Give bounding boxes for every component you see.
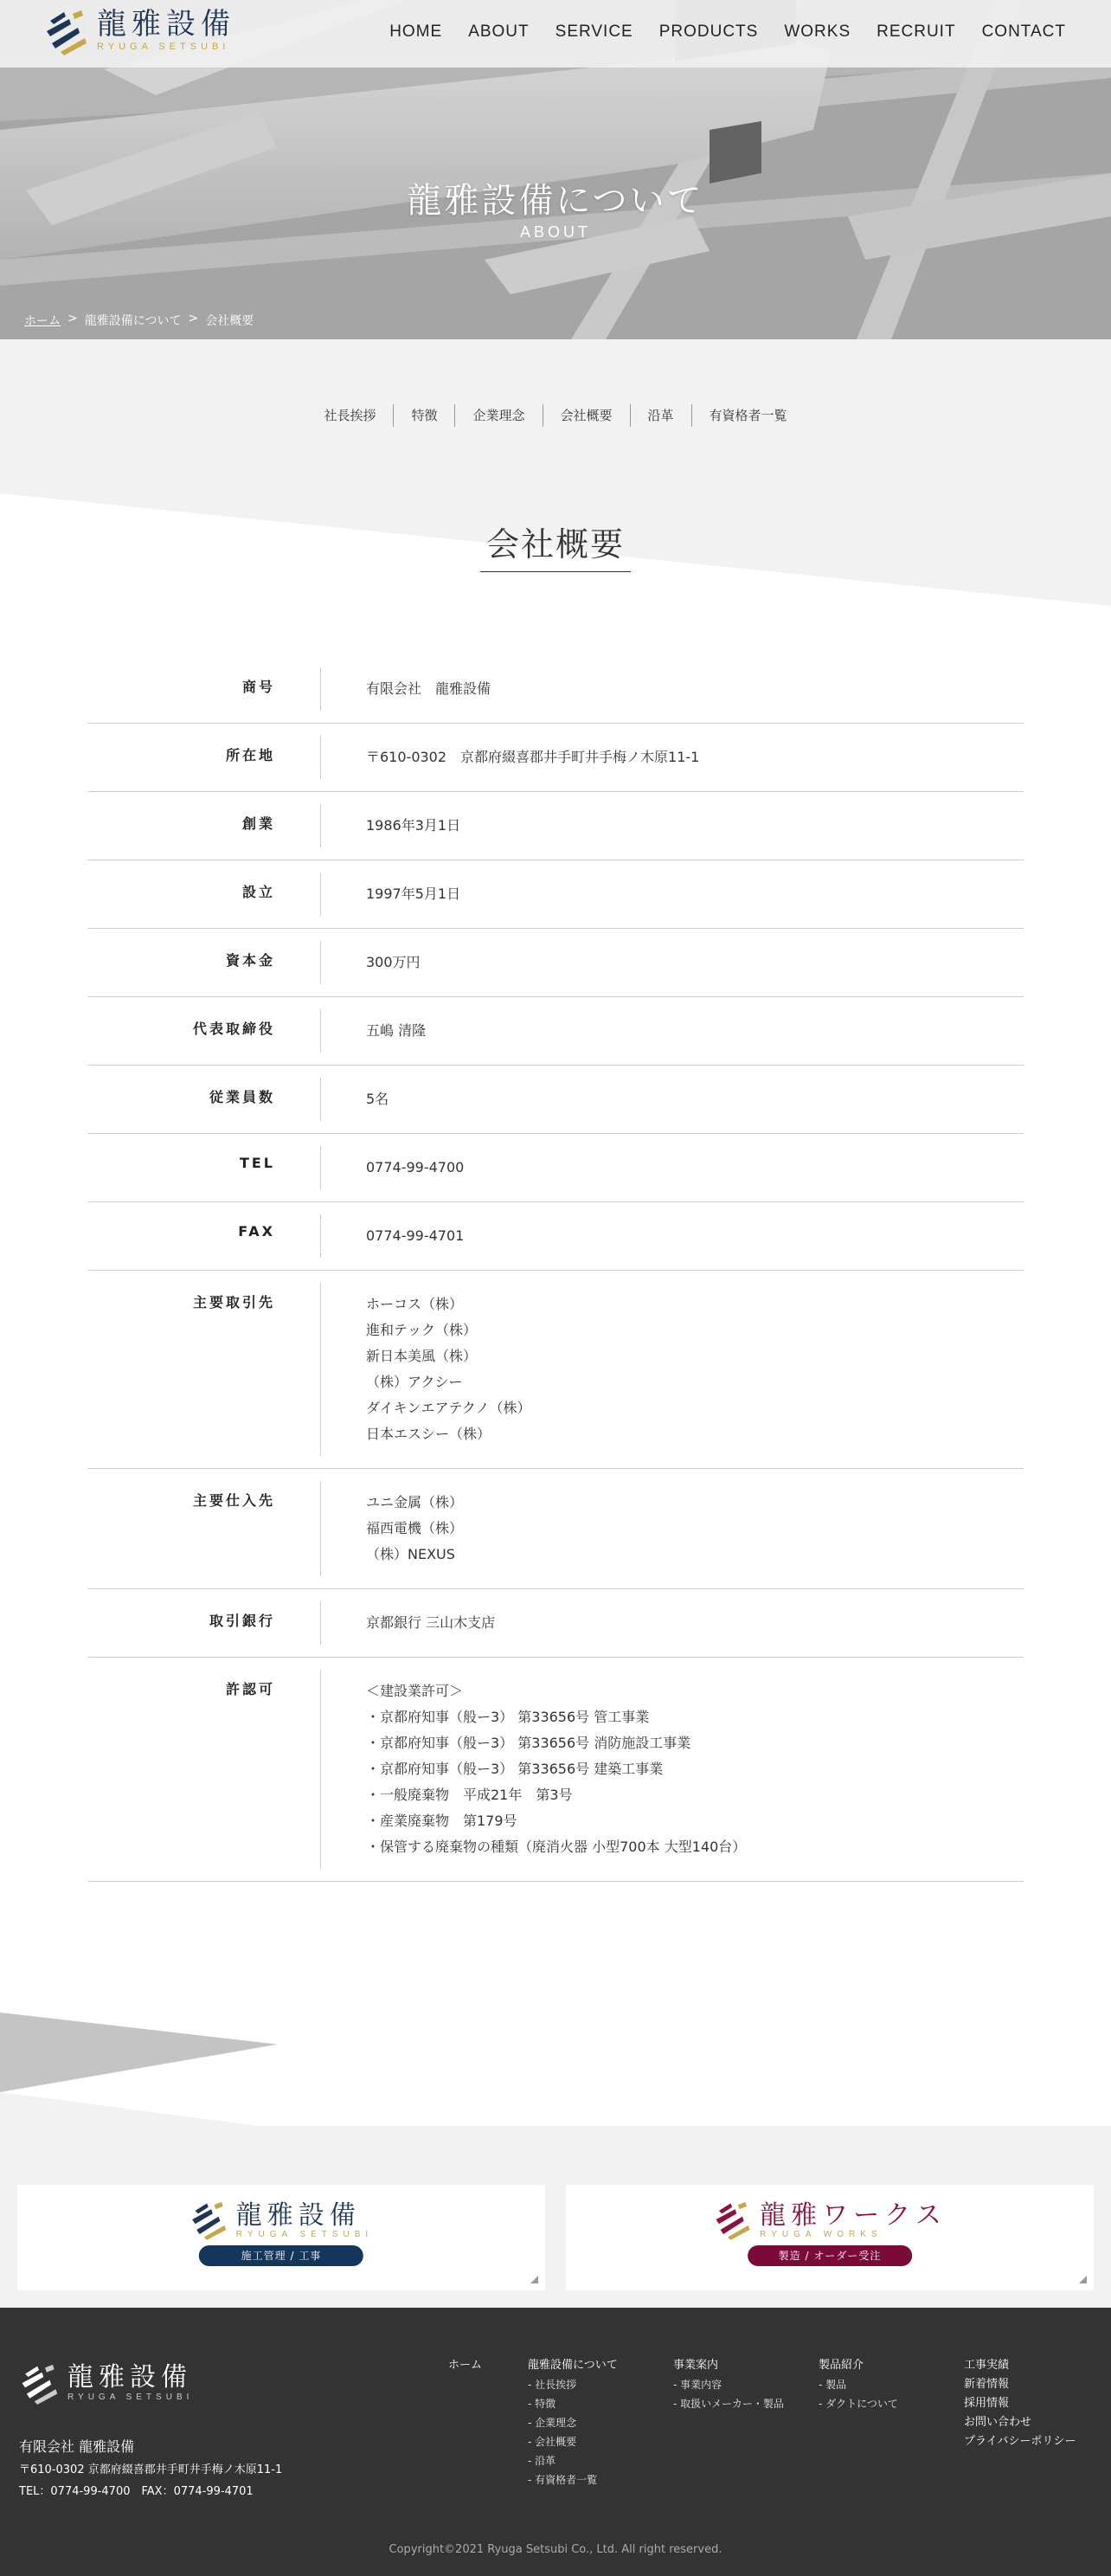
- row-label: 資本金: [87, 941, 321, 984]
- banner-ryuga-setsubi[interactable]: [17, 2185, 545, 2290]
- row-label: 所在地: [87, 736, 321, 779]
- site-logo[interactable]: [43, 9, 235, 55]
- logo-name-jp: 龍雅設備: [97, 7, 235, 42]
- row-value-line: ・京都府知事（般ー3） 第33656号 消防施設工事業: [366, 1735, 691, 1751]
- footer-logo[interactable]: [19, 2363, 193, 2405]
- row-value: [321, 736, 699, 779]
- row-label: 許認可: [87, 1670, 321, 1869]
- row-value-line: 有限会社 龍雅設備: [366, 680, 491, 697]
- hero-subtitle: ABOUT: [519, 223, 591, 241]
- banner-tag: 施工管理 / 工事: [199, 2245, 363, 2266]
- footer-link[interactable]: 龍雅設備について: [528, 2359, 618, 2372]
- breadcrumb-separator: >: [188, 312, 199, 325]
- row-value-line: 0774-99-4700: [366, 1159, 465, 1175]
- section-title: 会社概要: [485, 525, 625, 564]
- ryuga-logo-icon: [189, 2200, 228, 2240]
- breadcrumb-parent-link[interactable]: 龍雅設備について: [84, 314, 182, 328]
- table-row: [87, 1271, 1024, 1469]
- footer-column: [673, 2356, 784, 2413]
- footer-link[interactable]: 工事実績: [964, 2359, 1010, 2372]
- site-footer: [0, 2308, 1111, 2576]
- ryuga-works-logo-icon: [713, 2200, 751, 2240]
- footer-link[interactable]: - 沿革: [528, 2455, 556, 2467]
- table-row: [87, 655, 1024, 724]
- footer-address: 〒610-0302 京都府綴喜郡井手町井手梅ノ木原11-1: [19, 2463, 283, 2476]
- banner-ryuga-works[interactable]: [566, 2185, 1094, 2290]
- nav-recruit[interactable]: RECRUIT: [877, 23, 956, 41]
- breadcrumb-home-link[interactable]: ホーム: [24, 314, 61, 328]
- row-value-line: ダイキンエアテクノ（株）: [366, 1400, 531, 1416]
- about-subnav: [0, 404, 1111, 427]
- footer-link[interactable]: - 製品: [819, 2379, 847, 2391]
- footer-link[interactable]: お問い合わせ: [964, 2416, 1032, 2429]
- main-nav: [363, 23, 1066, 42]
- footer-link[interactable]: 事業案内: [673, 2359, 719, 2372]
- nav-home[interactable]: HOME: [389, 23, 443, 41]
- banner-name-jp: 龍雅ワークス: [760, 2199, 947, 2231]
- footer-link[interactable]: ホーム: [448, 2359, 483, 2372]
- subnav-philosophy[interactable]: 企業理念: [454, 404, 542, 427]
- row-label: 代表取締役: [87, 1009, 321, 1053]
- row-value-line: ＜建設業許可＞: [366, 1683, 464, 1699]
- table-row: [87, 1134, 1024, 1202]
- footer-link[interactable]: プライバシーポリシー: [964, 2435, 1076, 2448]
- row-label: FAX: [87, 1214, 321, 1258]
- row-label: 主要取引先: [87, 1283, 321, 1456]
- copyright: Copyright©2021 Ryuga Setsubi Co., Ltd. All right reserved.: [389, 2543, 722, 2556]
- row-label: 従業員数: [87, 1078, 321, 1121]
- row-label: 主要仕入先: [87, 1481, 321, 1576]
- breadcrumb-separator: >: [67, 312, 78, 325]
- footer-column: [448, 2356, 482, 2375]
- footer-column: [964, 2356, 1076, 2451]
- footer-company-name: 有限会社 龍雅設備: [19, 2438, 135, 2455]
- subnav-qualified-staff[interactable]: 有資格者一覧: [691, 404, 805, 427]
- nav-contact[interactable]: CONTACT: [981, 23, 1066, 41]
- ryuga-logo-icon: [43, 9, 88, 55]
- table-row: [87, 1469, 1024, 1589]
- breadcrumb: [24, 312, 254, 329]
- hero-title: 龍雅設備について: [407, 181, 704, 221]
- row-value: [321, 1670, 746, 1869]
- title-underline: [480, 571, 631, 572]
- subnav-features[interactable]: 特徴: [393, 404, 454, 427]
- banner-name-en: RYUGA SETSUBI: [235, 2229, 374, 2239]
- row-value: [321, 941, 421, 984]
- footer-link[interactable]: - 有資格者一覧: [528, 2474, 598, 2486]
- row-value-line: ・京都府知事（般ー3） 第33656号 管工事業: [366, 1709, 650, 1725]
- row-value-line: 1986年3月1日: [366, 817, 461, 834]
- row-label: 創業: [87, 804, 321, 847]
- table-row: [87, 997, 1024, 1066]
- footer-link[interactable]: - 社長挨拶: [528, 2379, 577, 2391]
- footer-column: [819, 2356, 898, 2413]
- footer-link[interactable]: - 企業理念: [528, 2417, 577, 2429]
- table-row: [87, 860, 1024, 929]
- table-row: [87, 1658, 1024, 1882]
- row-value-line: ・産業廃棄物 第179号: [366, 1813, 517, 1829]
- banner-name-jp: 龍雅設備: [235, 2199, 361, 2231]
- row-value-line: 進和テック（株）: [366, 1322, 478, 1338]
- row-value: [321, 1481, 463, 1576]
- row-label: TEL: [87, 1146, 321, 1189]
- row-value-line: 京都銀行 三山木支店: [366, 1614, 496, 1631]
- row-value: [321, 804, 460, 847]
- footer-tel-fax: TEL：0774-99-4700 FAX：0774-99-4701: [19, 2485, 254, 2498]
- footer-column: [528, 2356, 618, 2489]
- row-value-line: 〒610-0302 京都府綴喜郡井手町井手梅ノ木原11-1: [366, 749, 700, 765]
- footer-link[interactable]: 製品紹介: [819, 2359, 864, 2372]
- corner-arrow-icon: [1079, 2276, 1087, 2283]
- footer-link[interactable]: 採用情報: [964, 2397, 1010, 2410]
- breadcrumb-current: 会社概要: [205, 314, 254, 328]
- banner-tag: 製造 / オーダー受注: [748, 2245, 912, 2266]
- row-value-line: ユニ金属（株）: [366, 1494, 464, 1510]
- row-value-line: ・京都府知事（般ー3） 第33656号 建築工事業: [366, 1761, 664, 1777]
- row-value-line: 1997年5月1日: [366, 886, 461, 902]
- table-row: [87, 1066, 1024, 1134]
- row-value-line: （株）NEXUS: [366, 1546, 455, 1562]
- row-value: [321, 1601, 495, 1645]
- table-row: [87, 929, 1024, 997]
- subnav-greeting[interactable]: 社長挨拶: [324, 408, 376, 423]
- table-row: [87, 724, 1024, 792]
- row-value-line: ・一般廃棄物 平成21年 第3号: [366, 1787, 573, 1803]
- row-value-line: 福西電機（株）: [366, 1520, 464, 1536]
- footer-link[interactable]: - 特徴: [528, 2398, 556, 2410]
- footer-link[interactable]: - 事業内容: [673, 2379, 722, 2391]
- row-value-line: ・保管する廃棄物の種類（廃消火器 小型700本 大型140台）: [366, 1839, 747, 1855]
- row-value: [321, 667, 491, 711]
- row-value-line: 5名: [366, 1091, 389, 1107]
- corner-arrow-icon: [530, 2276, 538, 2283]
- footer-link[interactable]: - 取扱いメーカー・製品: [673, 2398, 784, 2410]
- row-label: 設立: [87, 873, 321, 916]
- nav-works[interactable]: WORKS: [784, 23, 851, 41]
- site-header: [0, 0, 1111, 68]
- ryuga-logo-icon: [19, 2363, 59, 2405]
- footer-name-jp: 龍雅設備: [67, 2362, 192, 2392]
- company-profile-table: [87, 655, 1024, 1882]
- row-value-line: ホーコス（株）: [366, 1296, 464, 1312]
- row-value-line: 新日本美風（株）: [366, 1348, 478, 1364]
- row-value-line: 0774-99-4701: [366, 1227, 465, 1244]
- subnav-history[interactable]: 沿革: [630, 404, 691, 427]
- nav-about[interactable]: ABOUT: [468, 23, 530, 41]
- nav-service[interactable]: SERVICE: [555, 23, 633, 41]
- footer-link[interactable]: 新着情報: [964, 2378, 1010, 2391]
- row-label: 取引銀行: [87, 1601, 321, 1645]
- table-row: [87, 1202, 1024, 1271]
- row-value: [321, 1009, 426, 1053]
- row-value-line: 日本エスシー（株）: [366, 1426, 491, 1442]
- subnav-company-profile[interactable]: 会社概要: [543, 404, 630, 427]
- row-value: [321, 1146, 464, 1189]
- row-value: [321, 1283, 531, 1456]
- row-label: 商号: [87, 667, 321, 711]
- row-value: [321, 1214, 464, 1258]
- row-value-line: 五嶋 清隆: [366, 1022, 427, 1039]
- table-row: [87, 1589, 1024, 1658]
- footer-link[interactable]: - ダクトについて: [819, 2398, 898, 2410]
- logo-name-en: RYUGA SETSUBI: [97, 42, 230, 52]
- table-row: [87, 792, 1024, 860]
- footer-name-en: RYUGA SETSUBI: [67, 2392, 194, 2402]
- nav-products[interactable]: PRODUCTS: [658, 23, 759, 41]
- row-value: [321, 873, 460, 916]
- row-value-line: 300万円: [366, 954, 421, 970]
- row-value: [321, 1078, 389, 1121]
- row-value-line: （株）アクシー: [366, 1374, 463, 1390]
- banner-name-en: RYUGA WORKS: [760, 2229, 883, 2239]
- footer-link[interactable]: - 会社概要: [528, 2436, 577, 2448]
